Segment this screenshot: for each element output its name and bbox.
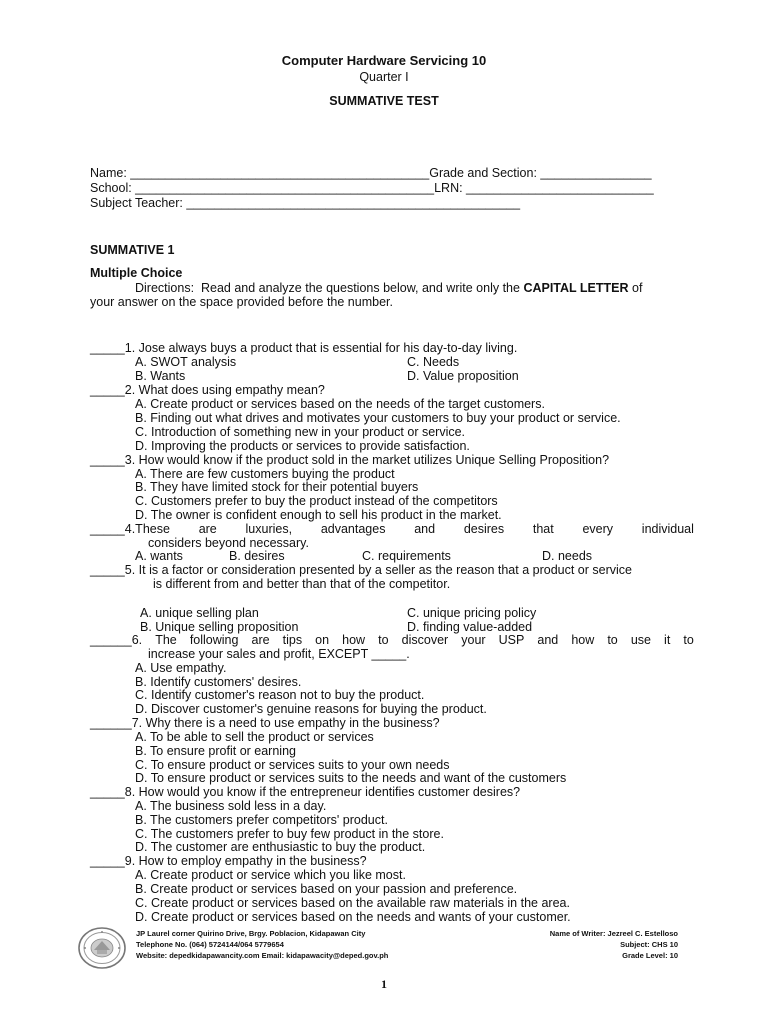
question-4-continuation: considers beyond necessary. <box>148 536 309 550</box>
q7-option-d: D. To ensure product or services suits to the needs and want of the customers <box>135 771 567 785</box>
page-number: 1 <box>381 977 387 991</box>
question-6: ______6. The following are tips on how to discover your USP and how to use it to <box>90 633 694 647</box>
q4-option-b: B. desires <box>229 549 285 563</box>
q9-option-b: B. Create product or services based on your passion and preference. <box>135 882 518 896</box>
footer-website: Website: depedkidapawancity.com Email: kidapawacity@deped.gov.ph <box>136 951 389 960</box>
q7-option-b: B. To ensure profit or earning <box>135 744 296 758</box>
footer-telephone: Telephone No. (064) 5724144/064 5779654 <box>136 940 284 949</box>
q2-option-d: D. Improving the products or services to provide satisfaction. <box>135 439 470 453</box>
school-lrn-field: School: ___________________________________________LRN: ___________________________ <box>90 181 654 195</box>
q1-option-a: A. SWOT analysis <box>135 355 237 369</box>
q2-option-b: B. Finding out what drives and motivates your customers to buy your product or service. <box>135 411 621 425</box>
q8-option-a: A. The business sold less in a day. <box>135 799 327 813</box>
q5-option-a: A. unique selling plan <box>140 606 259 620</box>
test-title: SUMMATIVE TEST <box>329 94 439 108</box>
q7-option-c: C. To ensure product or services suits to your own needs <box>135 758 450 772</box>
question-2: _____2. What does using empathy mean? <box>90 383 325 397</box>
q6-option-a: A. Use empathy. <box>135 661 227 675</box>
q9-option-d: D. Create product or services based on the needs and wants of your customer. <box>135 910 571 924</box>
q7-option-a: A. To be able to sell the product or services <box>135 730 374 744</box>
question-4: _____4.These are luxuries, advantages and desires that every individual <box>90 522 694 536</box>
q4-option-d: D. needs <box>542 549 593 563</box>
q2-option-a: A. Create product or services based on the needs of the target customers. <box>135 397 545 411</box>
footer-grade-level: Grade Level: 10 <box>622 951 678 960</box>
footer-subject: Subject: CHS 10 <box>620 940 678 949</box>
quarter-label: Quarter I <box>359 70 409 84</box>
directions-line-1: Directions: Read and analyze the questions below, and write only the CAPITAL LETTER of <box>135 281 643 295</box>
question-1: _____1. Jose always buys a product that is essential for his day-to-day living. <box>90 341 518 355</box>
q5-option-b: B. Unique selling proposition <box>140 620 299 634</box>
q3-option-a: A. There are few customers buying the product <box>135 467 395 481</box>
question-6-continuation: increase your sales and profit, EXCEPT _____. <box>148 647 410 661</box>
q8-option-b: B. The customers prefer competitors' product. <box>135 813 388 827</box>
q6-option-b: B. Identify customers' desires. <box>135 675 302 689</box>
q3-option-d: D. The owner is confident enough to sell his product in the market. <box>135 508 502 522</box>
question-7: ______7. Why there is a need to use empathy in the business? <box>90 716 440 730</box>
q1-option-c: C. Needs <box>407 355 460 369</box>
question-3: _____3. How would know if the product sold in the market utilizes Unique Selling Proposition? <box>90 453 610 467</box>
q4-option-c: C. requirements <box>362 549 451 563</box>
q4-option-a: A. wants <box>135 549 183 563</box>
section-subheading: Multiple Choice <box>90 266 183 280</box>
q2-option-c: C. Introduction of something new in your product or service. <box>135 425 466 439</box>
section-heading: SUMMATIVE 1 <box>90 243 175 257</box>
course-title: Computer Hardware Servicing 10 <box>281 53 487 68</box>
question-8: _____8. How would you know if the entrepreneur identifies customer desires? <box>90 785 521 799</box>
q6-option-d: D. Discover customer's genuine reasons for buying the product. <box>135 702 487 716</box>
q5-option-c: C. unique pricing policy <box>407 606 537 620</box>
q1-option-b: B. Wants <box>135 369 186 383</box>
q5-option-d: D. finding value-added <box>407 620 533 634</box>
q9-option-a: A. Create product or service which you like most. <box>135 868 406 882</box>
q8-option-d: D. The customer are enthusiastic to buy the product. <box>135 840 426 854</box>
q6-option-c: C. Identify customer's reason not to buy the product. <box>135 688 425 702</box>
q3-option-b: B. They have limited stock for their potential buyers <box>135 480 419 494</box>
footer-address: JP Laurel corner Quirino Drive, Brgy. Poblacion, Kidapawan City <box>136 929 366 938</box>
subject-teacher-field: Subject Teacher: ________________________________________________ <box>90 196 521 210</box>
footer-writer: Name of Writer: Jezreel C. Estelloso <box>549 929 678 938</box>
q1-option-d: D. Value proposition <box>407 369 519 383</box>
q9-option-c: C. Create product or services based on the available raw materials in the area. <box>135 896 570 910</box>
question-5: _____5. It is a factor or consideration presented by a seller as the reason that a product or service <box>90 563 632 577</box>
question-5-continuation: is different from and better than that of the competitor. <box>153 577 451 591</box>
name-grade-field: Name: ___________________________________________Grade and Section: ________________ <box>90 166 652 180</box>
directions-line-2: your answer on the space provided before the number. <box>90 295 393 309</box>
division-seal-logo <box>77 926 127 970</box>
q8-option-c: C. The customers prefer to buy few product in the store. <box>135 827 444 841</box>
question-9: _____9. How to employ empathy in the business? <box>90 854 367 868</box>
q3-option-c: C. Customers prefer to buy the product instead of the competitors <box>135 494 498 508</box>
